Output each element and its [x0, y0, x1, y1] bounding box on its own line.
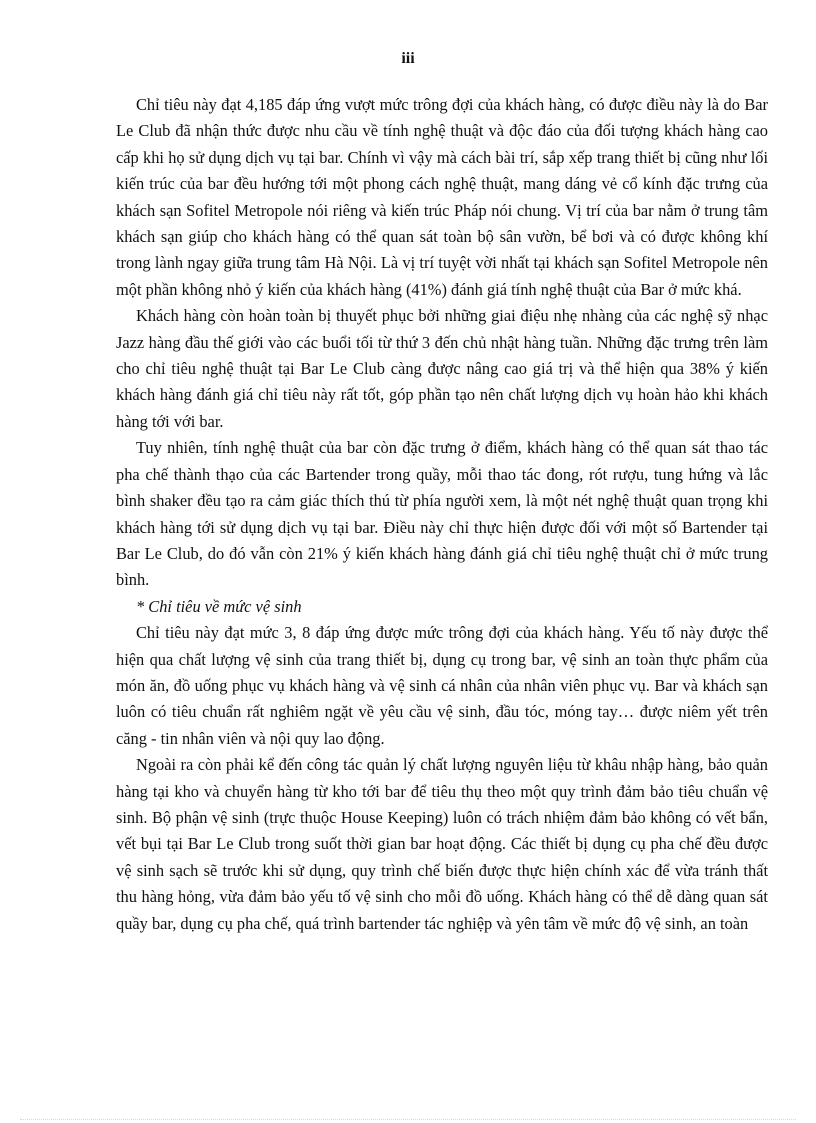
document-body — [116, 92, 768, 937]
section-heading-hygiene: * Chỉ tiêu về mức vệ sinh — [136, 596, 302, 616]
paragraph-bartender-skills: Tuy nhiên, tính nghệ thuật của bar còn đặc trưng ở điểm, khách hàng có thể quan sát thao tác pha chế thành thạo của các Bartender trong quầy, mỗi thao tác đong, rót rượu, tung hứng và lắc bình shaker đều tạo ra cảm giác thích thú từ phía người xem, là một nét nghệ thuật quan trọng khi khách hàng tới sử dụng dịch vụ tại bar. Điều này chỉ thực hiện được đối với một số Bartender tại Bar Le Club, do đó vẫn còn 21% ý kiến khách hàng đánh giá chỉ tiêu nghệ thuật chỉ ở mức trung bình. — [116, 438, 768, 590]
page-bottom-divider — [20, 1119, 796, 1120]
page-number: iii — [401, 50, 415, 67]
paragraph-artistry-intro: Chỉ tiêu này đạt 4,185 đáp ứng vượt mức trông đợi của khách hàng, có được điều này là do Bar Le Club đã nhận thức được nhu cầu về tính nghệ thuật và độc đáo của đối tượng khách hàng cao cấp khi họ sử dụng dịch vụ tại bar. Chính vì vậy mà cách bài trí, sắp xếp trang thiết bị cũng như lối kiến trúc của bar đều hướng tới một phong cách nghệ thuật, mang dáng vẻ cổ kính đặc trưng của khách sạn Sofitel Metropole nói riêng và kiến trúc Pháp nói chung. Vị trí của bar nằm ở trung tâm khách sạn giúp cho khách hàng có thể quan sát toàn bộ sân vườn, bể bơi và có được không khí trong lành ngay giữa trung tâm Hà Nội. Là vị trí tuyệt vời nhất tại khách sạn Sofitel Metropole nên một phần không nhỏ ý kiến của khách hàng (41%) đánh giá tính nghệ thuật của Bar ở mức khá. — [116, 95, 768, 299]
paragraph-jazz-music: Khách hàng còn hoàn toàn bị thuyết phục bởi những giai điệu nhẹ nhàng của các nghệ sỹ nhạc Jazz hàng đầu thế giới vào các buổi tối từ thứ 3 đến chủ nhật hàng tuần. Những đặc trưng trên làm cho chỉ tiêu nghệ thuật tại Bar Le Club càng được nâng cao giá trị và thể hiện qua 38% ý kiến khách hàng đánh giá chỉ tiêu này rất tốt, góp phần tạo nên chất lượng dịch vụ hoàn hảo khi khách hàng tới với bar. — [116, 306, 768, 431]
paragraph-hygiene-standards: Chỉ tiêu này đạt mức 3, 8 đáp ứng được mức trông đợi của khách hàng. Yếu tố này được thể hiện qua chất lượng vệ sinh của trang thiết bị, dụng cụ trong bar, vệ sinh an toàn thực phẩm của món ăn, đồ uống phục vụ khách hàng và vệ sinh cá nhân của nhân viên phục vụ. Bar và khách sạn luôn có tiêu chuẩn rất nghiêm ngặt về yêu cầu vệ sinh, đầu tóc, móng tay… được niêm yết trên căng - tin nhân viên và nội quy lao động. — [116, 623, 768, 748]
paragraph-ingredient-quality: Ngoài ra còn phải kể đến công tác quản lý chất lượng nguyên liệu từ khâu nhập hàng, bảo quản hàng tại kho và chuyển hàng từ kho tới bar để tiêu thụ theo một quy trình đảm bảo tiêu chuẩn vệ sinh. Bộ phận vệ sinh (trực thuộc House Keeping) luôn có trách nhiệm đảm bảo không có vết bẩn, vết bụi tại Bar Le Club trong suốt thời gian bar hoạt động. Các thiết bị dụng cụ pha chế đều được vệ sinh sạch sẽ trước khi sử dụng, quy trình chế biến được thực hiện chính xác để vừa tránh thất thu hàng hỏng, vừa đảm bảo yếu tố vệ sinh cho mỗi đồ uống. Khách hàng có thể dễ dàng quan sát quầy bar, dụng cụ pha chế, quá trình bartender tác nghiệp và yên tâm về mức độ vệ sinh, an toàn — [116, 755, 768, 933]
